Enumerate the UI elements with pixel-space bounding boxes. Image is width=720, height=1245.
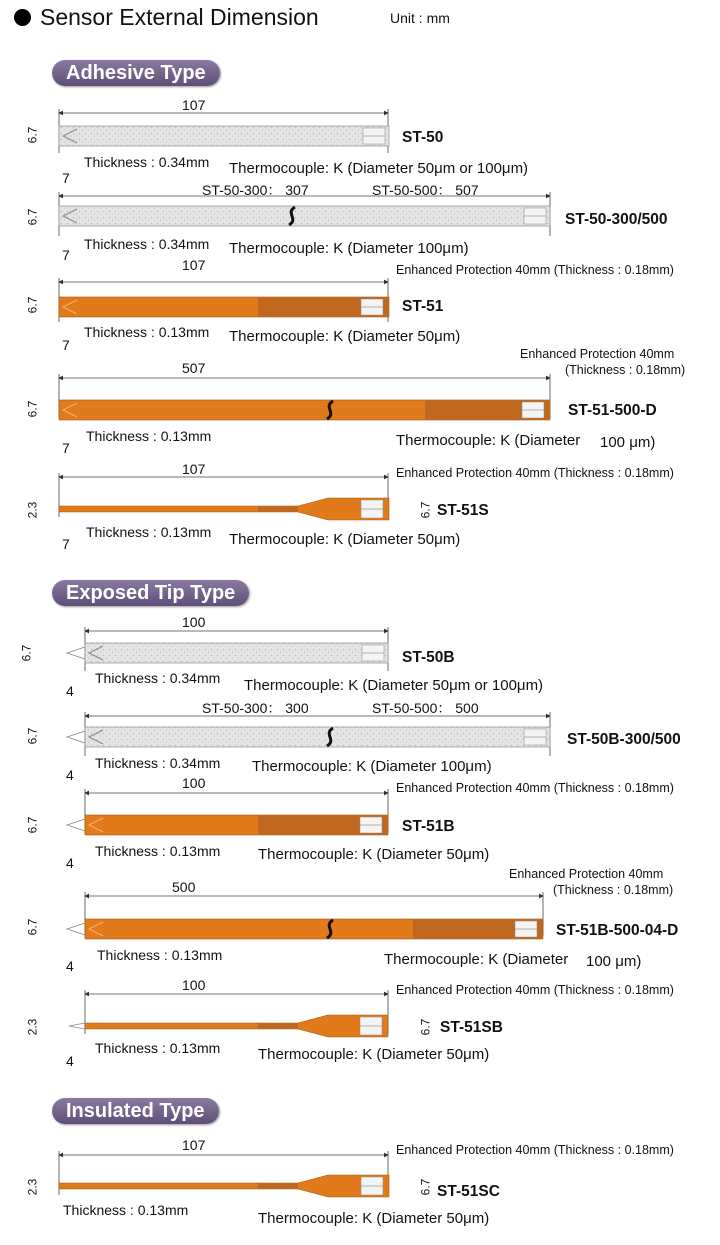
- model-label: ST-50-300/500: [565, 211, 668, 228]
- model-label: ST-50B-300/500: [567, 731, 681, 748]
- sensor-body: [59, 498, 389, 520]
- width-label: 6.7: [25, 208, 40, 226]
- length-label-b: ST-50-500： 507: [372, 182, 479, 198]
- exposed-tip: [67, 819, 85, 831]
- thermocouple-label: Thermocouple: K (Diameter: [384, 951, 569, 968]
- length-label: 100: [182, 775, 206, 791]
- sensor-body: [59, 126, 389, 146]
- width-label-secondary: 6.7: [418, 501, 433, 519]
- width-label-secondary: 6.7: [418, 1018, 433, 1036]
- thermocouple-label: Thermocouple: K (Diameter 100μm): [252, 758, 492, 775]
- thickness-label: Thickness : 0.34mm: [95, 755, 221, 771]
- sensor-body: [85, 1015, 388, 1037]
- offset-label: 4: [66, 683, 74, 699]
- thickness-label: Thickness : 0.13mm: [86, 428, 212, 444]
- width-label: 6.7: [25, 126, 40, 144]
- thickness-label: Thickness : 0.34mm: [95, 670, 221, 686]
- thermocouple-label: Thermocouple: K (Diameter 50μm): [229, 328, 461, 345]
- width-label: 6.7: [25, 816, 40, 834]
- exposed-tip: [67, 731, 85, 743]
- section-insulated: Insulated Type: [52, 1098, 219, 1124]
- protection-label: Enhanced Protection 40mm: [509, 867, 664, 881]
- protection-zone: [258, 1183, 298, 1189]
- thickness-label: Thickness : 0.13mm: [95, 843, 221, 859]
- thermocouple-label: Thermocouple: K (Diameter 50μm): [258, 1046, 490, 1063]
- thickness-label: Thickness : 0.13mm: [86, 524, 212, 540]
- thermocouple-label: Thermocouple: K (Diameter: [396, 432, 581, 449]
- length-label-a: ST-50-300： 307: [202, 182, 309, 198]
- protection-zone: [258, 1023, 298, 1029]
- protection-label: Enhanced Protection 40mm (Thickness : 0.18mm): [396, 466, 674, 480]
- model-label: ST-51S: [437, 502, 489, 519]
- offset-label: 7: [62, 337, 70, 353]
- length-label: 500: [172, 879, 196, 895]
- thickness-label: Thickness : 0.13mm: [97, 947, 223, 963]
- length-label-a: ST-50-300： 300: [202, 700, 309, 716]
- thickness-label: Thickness : 0.13mm: [63, 1202, 189, 1218]
- width-label: 6.7: [25, 727, 40, 745]
- length-label: 107: [182, 461, 206, 477]
- thickness-label: Thickness : 0.34mm: [84, 154, 210, 170]
- thermocouple-diameter: 100 μm): [586, 953, 642, 970]
- sensor-body: [85, 727, 550, 747]
- protection-label: Enhanced Protection 40mm (Thickness : 0.18mm): [396, 263, 674, 277]
- thickness-label: Thickness : 0.34mm: [84, 236, 210, 252]
- thickness-label: Thickness : 0.13mm: [95, 1040, 221, 1056]
- offset-label: 4: [66, 958, 74, 974]
- width-label: 6.7: [25, 400, 40, 418]
- thermocouple-label: Thermocouple: K (Diameter 50μm or 100μm): [244, 677, 544, 694]
- length-label-b: ST-50-500： 500: [372, 700, 479, 716]
- offset-label: 7: [62, 440, 70, 456]
- offset-label: 7: [62, 536, 70, 552]
- protection-label: Enhanced Protection 40mm (Thickness : 0.18mm): [396, 983, 674, 997]
- model-label: ST-51B-500-04-D: [556, 922, 679, 939]
- offset-label: 7: [62, 247, 70, 263]
- sensor-body: [59, 1175, 389, 1197]
- width-label: 2.3: [25, 1018, 40, 1036]
- thermocouple-label: Thermocouple: K (Diameter 50μm): [258, 1210, 490, 1227]
- thermocouple-diameter: 100 μm): [600, 434, 656, 451]
- thermocouple-label: Thermocouple: K (Diameter 50μm): [229, 531, 461, 548]
- width-label: 6.7: [25, 296, 40, 314]
- model-label: ST-51B: [402, 818, 455, 835]
- unit-label: Unit : mm: [390, 10, 450, 26]
- offset-label: 4: [66, 855, 74, 871]
- width-label: 2.3: [25, 501, 40, 519]
- exposed-tip: [69, 1023, 85, 1029]
- sensor-body: [85, 643, 388, 663]
- thermocouple-label: Thermocouple: K (Diameter 50μm): [258, 846, 490, 863]
- length-label: 100: [182, 977, 206, 993]
- offset-label: 4: [66, 1053, 74, 1069]
- section-exposed: Exposed Tip Type: [52, 580, 249, 606]
- length-label: 100: [182, 614, 206, 630]
- model-label: ST-51-500-D: [568, 402, 657, 419]
- model-label: ST-50: [402, 129, 444, 146]
- length-label: 107: [182, 97, 206, 113]
- sensor-body: [59, 206, 550, 226]
- section-adhesive: Adhesive Type: [52, 60, 220, 86]
- exposed-tip: [67, 647, 85, 659]
- model-label: ST-51SB: [440, 1019, 503, 1036]
- protection-label: Enhanced Protection 40mm (Thickness : 0.18mm): [396, 781, 674, 795]
- model-label: ST-51SC: [437, 1183, 500, 1200]
- thermocouple-label: Thermocouple: K (Diameter 100μm): [229, 240, 469, 257]
- width-label: 6.7: [25, 918, 40, 936]
- width-label: 2.3: [25, 1178, 40, 1196]
- protection-thickness-label: (Thickness : 0.18mm): [553, 883, 674, 897]
- exposed-tip: [67, 923, 85, 935]
- length-label: 507: [182, 360, 206, 376]
- protection-thickness-label: (Thickness : 0.18mm): [565, 363, 686, 377]
- length-label: 107: [182, 257, 206, 273]
- thermocouple-label: Thermocouple: K (Diameter 50μm or 100μm): [229, 160, 529, 177]
- thickness-label: Thickness : 0.13mm: [84, 324, 210, 340]
- offset-label: 4: [66, 767, 74, 783]
- offset-label: 7: [62, 170, 70, 186]
- width-label: 6.7: [19, 644, 34, 662]
- protection-zone: [258, 506, 298, 512]
- length-label: 107: [182, 1137, 206, 1153]
- width-label-secondary: 6.7: [418, 1178, 433, 1196]
- protection-label: Enhanced Protection 40mm: [520, 347, 675, 361]
- title-text: Sensor External Dimension: [40, 4, 319, 30]
- model-label: ST-51: [402, 298, 444, 315]
- protection-label: Enhanced Protection 40mm (Thickness : 0.18mm): [396, 1143, 674, 1157]
- model-label: ST-50B: [402, 649, 455, 666]
